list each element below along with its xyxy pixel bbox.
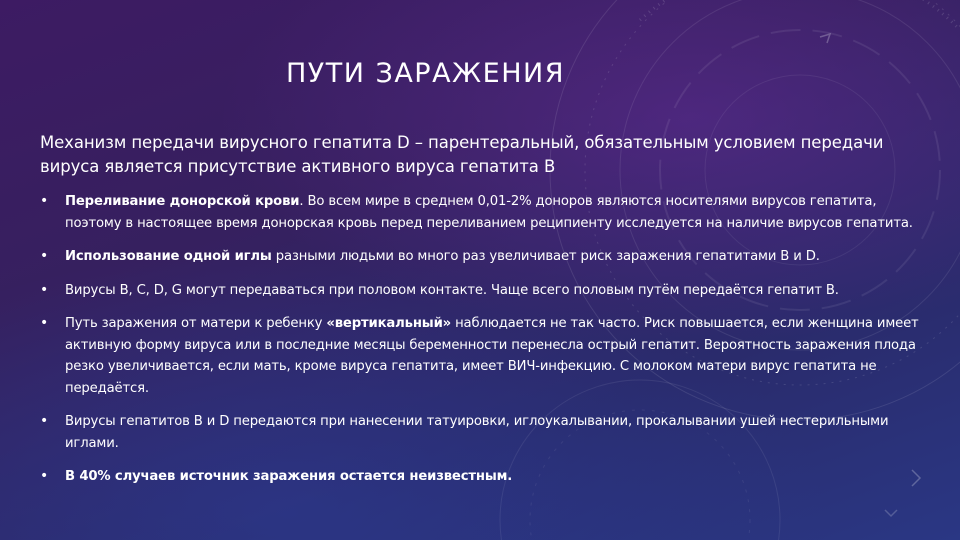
bullet-list (40, 191, 920, 500)
bullet-text: Вирусы гепатитов B и D передаются при нанесении татуировки, иглоукалывании, прокалывании ушей нестерильными иглами. (65, 414, 889, 451)
bullet-bold-text: «вертикальный» (326, 316, 452, 331)
bullet-tattoo-piercing (40, 411, 920, 454)
bullet-text: разными людьми во много раз увеличивает риск заражения гепатитами B и D. (271, 249, 820, 264)
bullet-bold-text: Использование одной иглы (65, 249, 272, 264)
bullet-marker: • (40, 248, 49, 264)
bullet-marker: • (40, 468, 49, 484)
bullet-marker: • (40, 281, 49, 298)
bullet-bold-text: Переливание донорской крови (65, 194, 300, 209)
bullet-text: Вирусы B, C, D, G могут передаваться при половом контакте. Чаще всего половым путём передаётся гепатит B. (65, 282, 839, 298)
bullet-text-after: наблюдается не так часто. Риск повышается, если женщина имеет активную форму вируса или в последние месяцы беременности перенесла острый гепатит. Вероятность заражения плода резко увеличивается, если мать, кроме вируса гепатита, имеет ВИЧ-инфекцию. С молоком матери вирус гепатита не передаётся. (65, 316, 919, 396)
intro-paragraph: Механизм передачи вирусного гепатита D – парентеральный, обязательным условием передачи вируса является присутствие активного вируса гепатита В (40, 133, 884, 176)
bullet-vertical-transmission (40, 313, 920, 399)
bullet-marker: • (40, 193, 49, 209)
bullet-marker: • (40, 413, 49, 429)
bullet-text: . Во всем мире в среднем 0,01-2% доноров являются носителями вирусов гепатита, поэтому в настоящее время донорская кровь перед переливанием реципиенту исследуется на наличие вирусов гепатита. (65, 194, 913, 231)
bullet-text-before: Путь заражения от матери к ребенку (65, 316, 327, 331)
slide-title: ПУТИ ЗАРАЖЕНИЯ (286, 58, 565, 89)
bullet-blood-transfusion (40, 191, 920, 234)
bullet-shared-needle (40, 246, 920, 268)
bullet-marker: • (40, 315, 49, 331)
bullet-bold-text: В 40% случаев источник заражения остается неизвестным. (65, 469, 513, 484)
bullet-sexual-contact (40, 280, 920, 302)
bullet-unknown-source (40, 466, 920, 488)
